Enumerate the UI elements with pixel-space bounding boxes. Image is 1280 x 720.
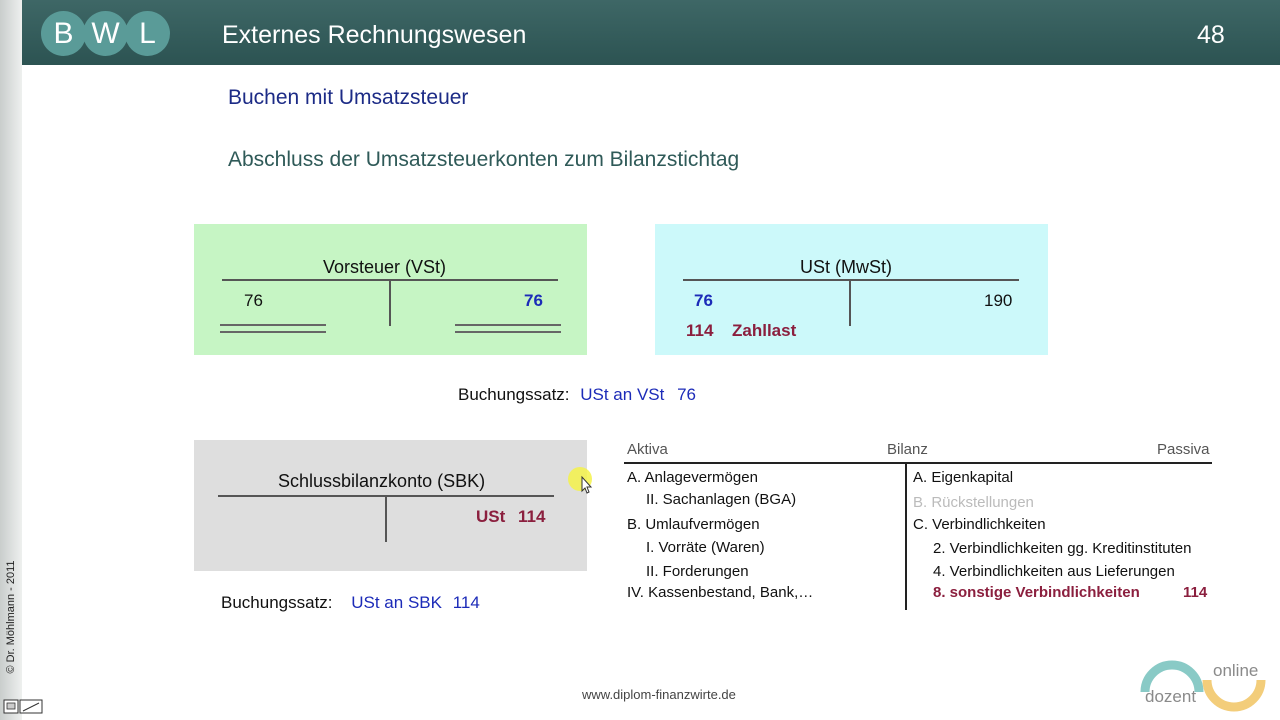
zahllast-label: Zahllast xyxy=(732,321,797,340)
booking-amount: 114 xyxy=(452,593,480,612)
bilanz-aktiva-item: B. Umlaufvermögen xyxy=(627,516,760,533)
dozent-online-logo xyxy=(1140,652,1270,712)
sbk-account-title: Schlussbilanzkonto (SBK) xyxy=(278,471,486,491)
booking-amount: 76 xyxy=(677,385,697,404)
bilanz-passiva-item: C. Verbindlichkeiten xyxy=(913,516,1046,533)
vst-debit-value: 76 xyxy=(244,291,263,310)
logo-letter-b: B xyxy=(41,11,86,56)
bilanz-aktiva-item: II. Sachanlagen (BGA) xyxy=(646,491,797,508)
ust-debit-value: 76 xyxy=(694,291,713,310)
copyright-text: © Dr. Möhlmann - 2011 xyxy=(5,560,17,674)
ust-account-title: USt (MwSt) xyxy=(800,257,892,277)
bilanz-passiva-item: B. Rückstellungen xyxy=(913,494,1034,511)
booking-entry-text: USt an VSt xyxy=(580,385,665,404)
bilanz-top-line xyxy=(624,462,1212,464)
mouse-pointer-icon xyxy=(567,465,597,495)
header-bar xyxy=(22,0,1280,65)
logo-letter-l: L xyxy=(125,11,170,56)
bilanz-aktiva-item: A. Anlagevermögen xyxy=(627,469,758,486)
footer-url: www.diplom-finanzwirte.de xyxy=(582,687,736,702)
ust-account-panel xyxy=(655,224,1048,355)
booking-label: Buchungssatz: xyxy=(458,385,570,404)
bilanz-aktiva-header: Aktiva xyxy=(627,441,668,458)
brand-dozent-text: dozent xyxy=(1145,687,1197,706)
bilanz-passiva-item: 2. Verbindlichkeiten gg. Kreditinstituten xyxy=(933,540,1192,557)
bilanz-passiva-item: A. Eigenkapital xyxy=(913,469,1014,486)
section-heading: Abschluss der Umsatzsteuerkonten zum Bilanzstichtag xyxy=(228,148,740,171)
slide-title: Externes Rechnungswesen xyxy=(222,21,527,49)
vst-account-divider xyxy=(389,280,391,326)
sbk-account-divider xyxy=(385,496,387,542)
vst-account-title: Vorsteuer (VSt) xyxy=(323,257,447,277)
booking-label: Buchungssatz: xyxy=(221,593,333,612)
bilanz-passiva-item-highlight: 8. sonstige Verbindlichkeiten xyxy=(933,584,1140,601)
bilanz-aktiva-item: I. Vorräte (Waren) xyxy=(646,539,765,556)
logo-letter-w: W xyxy=(83,11,128,56)
slide-number: 48 xyxy=(1197,21,1225,49)
slide-subtitle: Buchen mit Umsatzsteuer xyxy=(228,86,469,109)
bilanz-divider xyxy=(905,463,907,610)
booking-entry-1 xyxy=(458,385,696,405)
zahllast-value: 114 xyxy=(686,321,714,340)
ust-credit-value: 190 xyxy=(984,291,1013,310)
bilanz-passiva-header: Passiva xyxy=(1157,441,1210,458)
ust-account-divider xyxy=(849,280,851,326)
bilanz-passiva-item: 4. Verbindlichkeiten aus Lieferungen xyxy=(933,563,1175,580)
bilanz-highlight-value: 114 xyxy=(1183,584,1208,601)
bilanz-title: Bilanz xyxy=(887,441,928,458)
slide-view-icon[interactable] xyxy=(3,699,43,714)
sbk-credit-label: USt xyxy=(476,507,506,526)
bilanz-aktiva-item: II. Forderungen xyxy=(646,563,749,580)
vst-credit-double-underline xyxy=(455,324,561,333)
brand-online-text: online xyxy=(1213,661,1259,680)
ust-account-top-line xyxy=(683,279,1019,281)
sbk-credit-value: 114 xyxy=(518,507,546,526)
vst-debit-double-underline xyxy=(220,324,326,333)
booking-entry-2 xyxy=(221,593,480,613)
sbk-account-panel xyxy=(194,440,587,571)
vst-credit-value: 76 xyxy=(524,291,543,310)
vst-account-panel xyxy=(194,224,587,355)
booking-entry-text: USt an SBK xyxy=(351,593,442,612)
bilanz-aktiva-item: IV. Kassenbestand, Bank,… xyxy=(627,584,814,601)
